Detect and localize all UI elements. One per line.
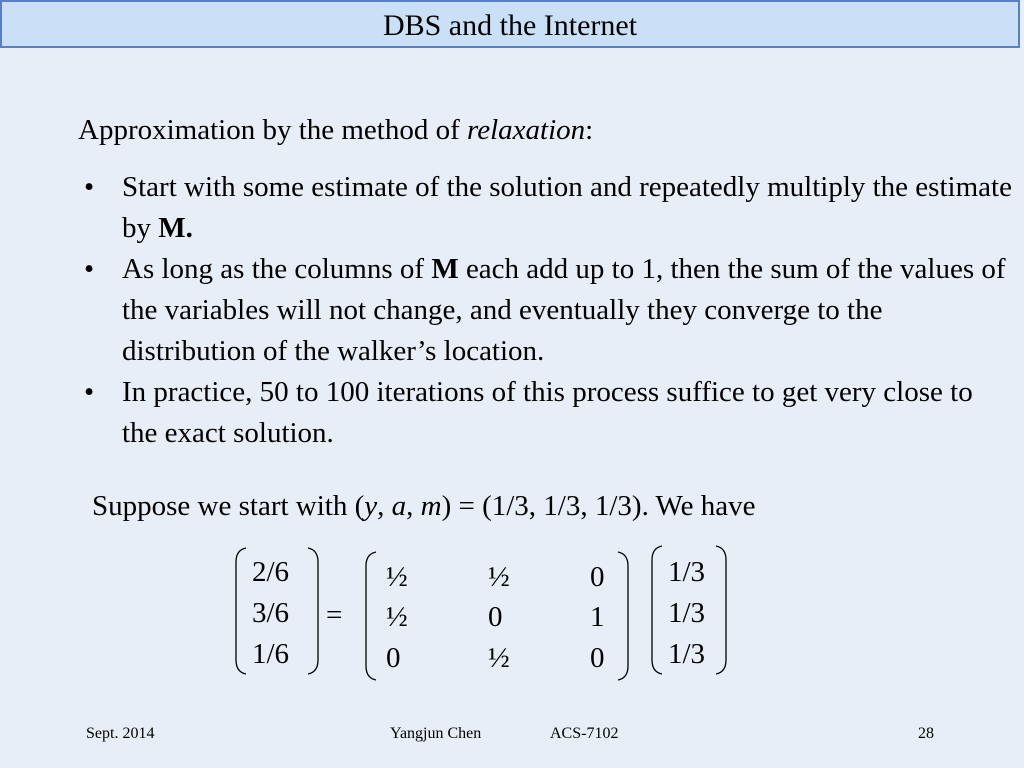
bullet-text: In practice, 50 to 100 iterations of this process suffice to get very close to the exact solution.: [122, 376, 973, 449]
var-a: a: [391, 490, 407, 522]
result-cell: 1/6: [252, 638, 290, 670]
vector-cell: 1/3: [668, 556, 706, 588]
suppose-text: Suppose we start with (: [92, 490, 365, 522]
suppose-text-end: ) = (1/3, 1/3, 1/3). We have: [441, 490, 756, 522]
vector-cell: 1/3: [668, 597, 706, 629]
comma: ,: [406, 490, 421, 522]
var-y: y: [364, 490, 378, 522]
matrix-cell: ½: [386, 601, 408, 633]
bullet-bold: M: [431, 253, 459, 285]
footer-course: ACS-7102: [550, 725, 619, 742]
matrix-cell: ½: [386, 561, 408, 593]
result-cell: 3/6: [252, 597, 290, 629]
slide-title: DBS and the Internet: [382, 9, 638, 42]
bullet-text: Start with some estimate of the solution and repeatedly multiply the estimate by: [122, 171, 1012, 244]
matrix-cell: 0: [590, 561, 605, 593]
result-cell: 2/6: [252, 556, 290, 588]
comma: ,: [377, 490, 392, 522]
matrix-cell: ½: [488, 561, 510, 593]
equals-sign: =: [326, 599, 343, 631]
footer-date: Sept. 2014: [86, 725, 155, 742]
var-m: m: [420, 490, 442, 522]
footer-author: Yangjun Chen: [390, 725, 482, 742]
bullet-bold: M.: [158, 212, 193, 244]
matrix-cell: 0: [590, 642, 605, 674]
left-bracket-vector: [652, 546, 662, 674]
bullet-marker: •: [84, 171, 95, 203]
left-bracket-result: [236, 548, 246, 674]
matrix-cell: 0: [386, 642, 401, 674]
intro-emphasis: relaxation: [467, 114, 586, 146]
page-number: 28: [918, 725, 934, 742]
bullet-marker: •: [84, 253, 95, 285]
right-bracket-vector: [716, 546, 726, 674]
bullet-text-after: each add up to 1, then the sum of the values of the variables will not change, and eventually they converge to the distribution of the walker’s location.: [122, 253, 1006, 367]
matrix-cell: 0: [488, 601, 503, 633]
vector-cell: 1/3: [668, 638, 706, 670]
right-bracket-matrix: [618, 552, 628, 680]
intro-prefix: Approximation by the method of: [78, 114, 468, 146]
left-bracket-matrix: [366, 552, 376, 680]
right-bracket-result: [308, 548, 318, 674]
bullet-marker: •: [84, 376, 95, 408]
matrix-cell: ½: [488, 642, 510, 674]
matrix-cell: 1: [590, 601, 605, 633]
intro-suffix: :: [585, 114, 594, 146]
bullet-text: As long as the columns of: [122, 253, 432, 285]
